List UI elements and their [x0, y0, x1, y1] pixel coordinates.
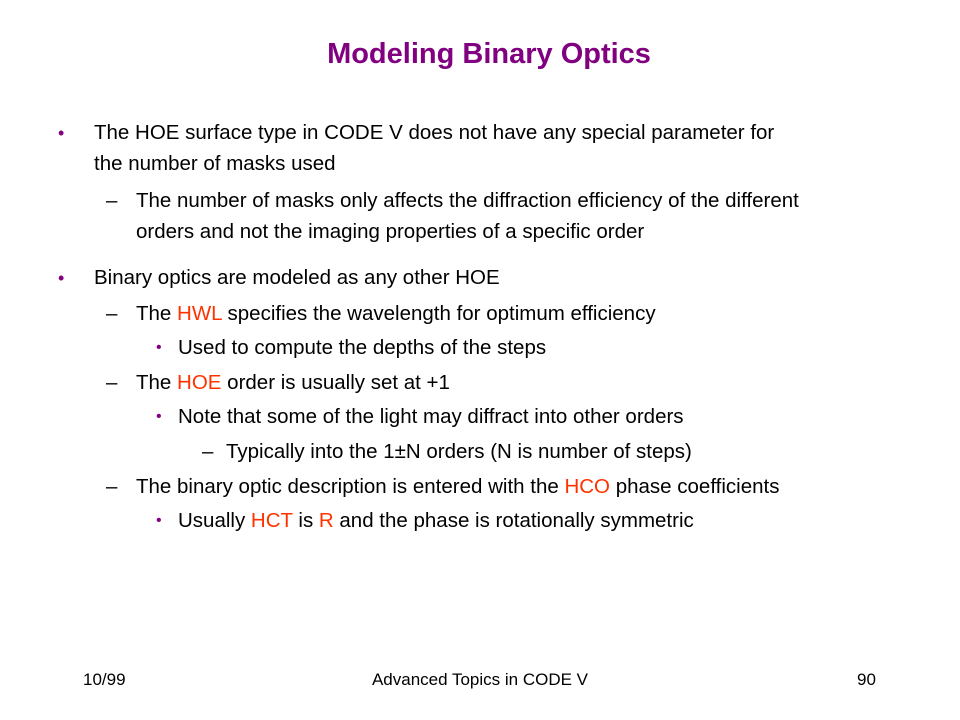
text-segment: order is usually set at +1 — [221, 371, 450, 394]
keyword-hct: HCT — [250, 509, 293, 532]
dash-marker: – — [202, 440, 214, 463]
keyword-hwl: HWL — [177, 302, 222, 325]
bullet-text: Binary optics are modeled as any other HOE — [94, 266, 500, 289]
text-segment: The — [136, 302, 178, 325]
text-segment: is — [292, 509, 319, 532]
footer-page-number: 90 — [857, 670, 876, 689]
bullet-marker: • — [58, 123, 65, 143]
footer-date: 10/99 — [83, 670, 126, 689]
keyword-r: R — [318, 509, 334, 532]
bullet-marker: • — [156, 408, 162, 425]
dash-marker: – — [106, 475, 118, 498]
text-segment: The — [136, 371, 178, 394]
keyword-hco: HCO — [564, 475, 611, 498]
bullet-text-continued: the number of masks used — [94, 152, 336, 175]
sub-bullet-text — [136, 297, 656, 331]
dash-marker: – — [106, 371, 118, 394]
sub-sub-bullet-text — [178, 504, 694, 538]
sub-bullet-text: The number of masks only affects the diffraction efficiency of the different — [136, 189, 799, 212]
text-segment: phase coefficients — [610, 475, 780, 498]
slide-title: Modeling Binary Optics — [327, 38, 651, 70]
level4-bullet-text: Typically into the 1±N orders (N is number of steps) — [226, 440, 692, 463]
footer-title: Advanced Topics in CODE V — [371, 670, 589, 689]
sub-sub-bullet-text: Used to compute the depths of the steps — [178, 336, 547, 359]
sub-bullet-text — [136, 366, 450, 400]
sub-bullet-text — [136, 470, 779, 504]
bullet-marker: • — [58, 268, 65, 288]
bullet-marker: • — [156, 512, 162, 529]
dash-marker: – — [106, 302, 118, 325]
text-segment: Usually — [178, 509, 251, 532]
sub-bullet-text-continued: orders and not the imaging properties of a specific order — [136, 220, 645, 243]
dash-marker: – — [106, 189, 118, 212]
text-segment: The binary optic description is entered with the — [136, 475, 565, 498]
text-segment: and the phase is rotationally symmetric — [333, 509, 694, 532]
bullet-text: The HOE surface type in CODE V does not have any special parameter for — [94, 121, 775, 144]
sub-sub-bullet-text: Note that some of the light may diffract into other orders — [178, 405, 684, 428]
keyword-hoe: HOE — [177, 371, 222, 394]
text-segment: specifies the wavelength for optimum efficiency — [221, 302, 656, 325]
bullet-marker: • — [156, 339, 162, 356]
